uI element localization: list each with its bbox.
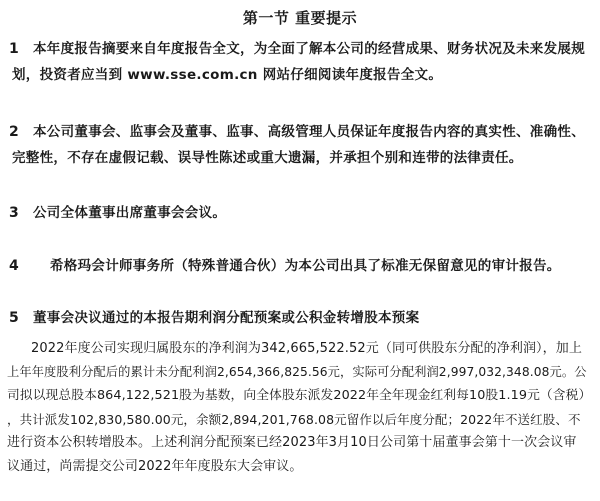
paragraph-line: 2022年度公司实现归属股东的净利润为342,665,522.52元（同可供股东分配的净利润），加上 <box>31 341 582 356</box>
item-text: 本年度报告摘要来自年度报告全文，为全面了解本公司的经营成果、财务状况及未来发展规 <box>33 41 585 57</box>
list-item <box>50 253 600 279</box>
dividend-paragraph <box>7 337 591 478</box>
section-title: 第一节 重要提示 <box>242 9 358 27</box>
item-text: 本公司董事会、监事会及董事、监事、高级管理人员保证年度报告内容的真实性、准确性、 <box>33 124 585 140</box>
item-number: 4 <box>9 258 19 274</box>
paragraph-line: 议通过，尚需提交公司2022年年度股东大会审议。 <box>7 458 303 474</box>
item-text: 希格玛会计师事务所（特殊普通合伙）为本公司出具了标准无保留意见的审计报告。 <box>50 258 561 274</box>
list-item <box>12 36 585 88</box>
item-number: 2 <box>9 124 19 140</box>
item-number: 5 <box>9 310 19 326</box>
paragraph-line: 司拟以现总股本864,122,521股为基数，向全体股东派发2022年全年现金红利每10股1.19元（含税） <box>7 388 592 403</box>
list-item <box>33 200 585 226</box>
item-text: 公司全体董事出席董事会会议。 <box>33 205 227 221</box>
list-item <box>12 119 585 171</box>
item-number: 3 <box>9 205 19 221</box>
item-text-continued: 划，投资者应当到 www.sse.com.cn 网站仔细阅读年度报告全文。 <box>12 67 443 83</box>
item-number: 1 <box>9 41 19 57</box>
paragraph-line: ，共计派发102,830,580.00元，余额2,894,201,768.08元留作以后年度分配；2022年不送红股、不 <box>7 411 581 427</box>
paragraph-line: 上年年度股利分配后的累计未分配利润2,654,366,825.56元，实际可分配利润2,997,032,348.08元。公 <box>7 364 587 379</box>
paragraph-line: 进行资本公积转增股本。上述利润分配预案已经2023年3月10日公司第十届董事会第十一次会议审 <box>7 435 577 450</box>
item-text: 董事会决议通过的本报告期利润分配预案或公积金转增股本预案 <box>33 310 420 326</box>
item-text-continued: 完整性，不存在虚假记载、误导性陈述或重大遗漏，并承担个别和连带的法律责任。 <box>12 150 523 166</box>
list-item <box>33 305 585 331</box>
